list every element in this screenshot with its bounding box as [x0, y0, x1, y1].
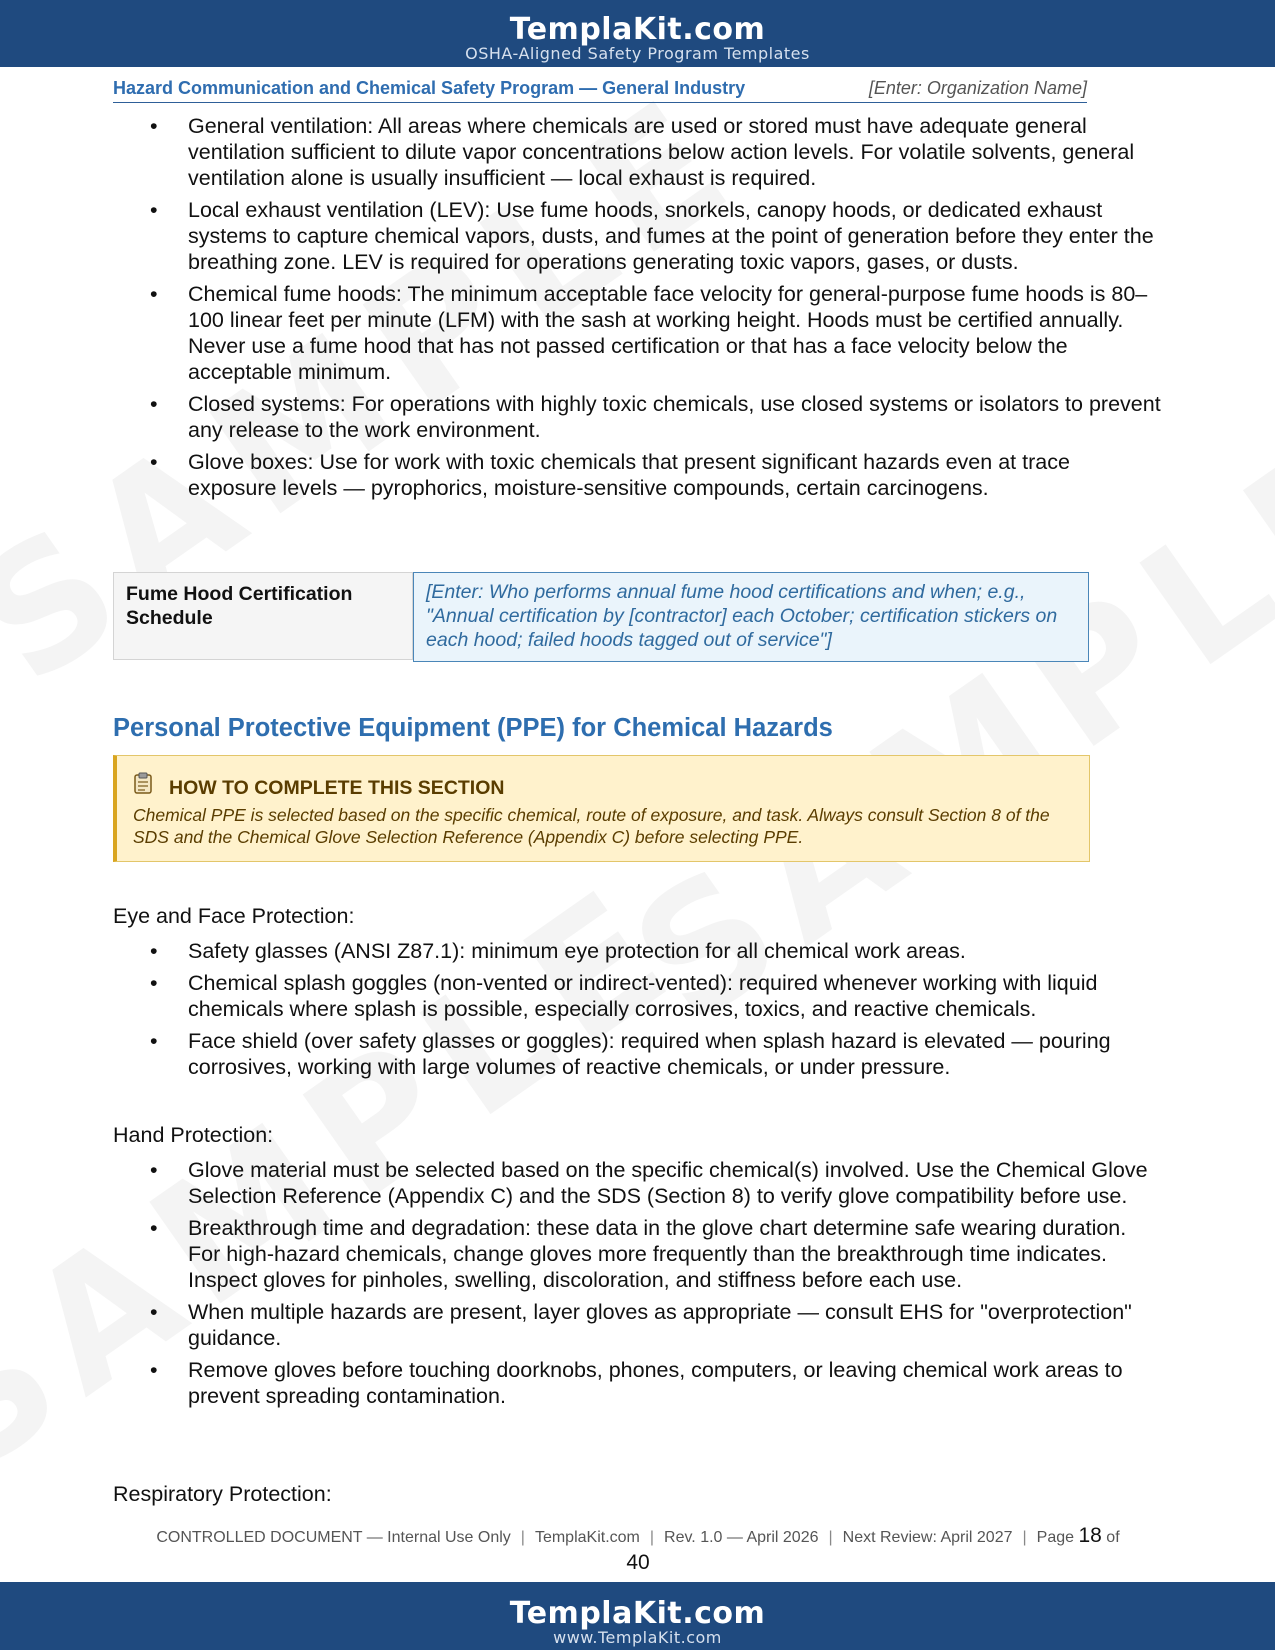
list-item-text: Glove boxes: Use for work with toxic chemicals that present significant hazards even at trace exposure levels — pyrophorics, moisture-sensitive compounds, certain carcinogens. [188, 450, 1070, 500]
list-item-text: Chemical splash goggles (non-vented or indirect-vented): required whenever working with liquid chemicals where splash is possible, especially corrosives, toxics, and reactive chemicals. [188, 971, 1098, 1021]
eye-face-protection-list [113, 938, 1163, 1086]
hand-protection-list [113, 1157, 1163, 1415]
organization-name-placeholder[interactable]: [Enter: Organization Name] [868, 78, 1087, 98]
bottom-url[interactable]: www.TemplaKit.com [553, 1628, 722, 1647]
how-to-title: HOW TO COMPLETE THIS SECTION [169, 777, 505, 799]
footer-page-label: Page [1036, 1529, 1075, 1546]
how-to-complete-callout [113, 755, 1090, 862]
hand-protection-heading: Hand Protection: [113, 1123, 274, 1147]
eye-face-protection-heading: Eye and Face Protection: [113, 904, 355, 928]
list-item-text: Safety glasses (ANSI Z87.1): minimum eye protection for all chemical work areas. [188, 939, 966, 963]
document-title: Hazard Communication and Chemical Safety Program — General Industry [113, 78, 746, 98]
footer-next-review: Next Review: April 2027 [842, 1529, 1013, 1546]
list-item [113, 281, 1163, 385]
footer-of-label: of [1106, 1529, 1120, 1546]
bullet-icon: • [150, 971, 158, 995]
bullet-icon: • [150, 1029, 158, 1053]
footer-separator: | [1022, 1529, 1027, 1546]
footer-page-total: 40 [626, 1551, 650, 1574]
footer-separator: | [649, 1529, 655, 1546]
running-header [113, 78, 1087, 103]
footer-separator: | [828, 1529, 833, 1546]
list-item-text: Closed systems: For operations with highly toxic chemicals, use closed systems or isolators to prevent any release to the work environment. [188, 392, 1161, 442]
list-item [113, 1157, 1163, 1209]
bullet-icon: • [150, 1358, 158, 1382]
bullet-icon: • [150, 198, 158, 222]
bottom-banner [0, 1582, 1275, 1650]
list-item-text: Breakthrough time and degradation: these data in the glove chart determine safe wearing duration. For high-hazard chemicals, change gloves more frequently than the breakthrough time indicates. Inspect gloves for pinholes, swelling, discoloration, and stiffness before each use. [188, 1216, 1127, 1292]
list-item [113, 391, 1163, 443]
ppe-section-heading: Personal Protective Equipment (PPE) for Chemical Hazards [113, 714, 833, 742]
banner-tagline: OSHA-Aligned Safety Program Templates [465, 44, 810, 63]
list-item-text: Face shield (over safety glasses or goggles): required when splash hazard is elevated — pouring corrosives, working with large volumes of reactive chemicals, or under pressure. [188, 1029, 1111, 1079]
fume-hood-certification-field[interactable]: [Enter: Who performs annual fume hood certifications and when; e.g., "Annual certification by [contractor] each October; certification stickers on each hood; failed hoods tagged out of service"] [413, 572, 1089, 662]
respiratory-protection-heading: Respiratory Protection: [113, 1482, 332, 1506]
footer-revision: Rev. 1.0 — April 2026 [664, 1529, 819, 1546]
engineering-controls-list [113, 113, 1163, 507]
list-item [113, 1028, 1163, 1080]
list-item-text: Glove material must be selected based on the specific chemical(s) involved. Use the Chemical Glove Selection Reference (Appendix C) and the SDS (Section 8) to verify glove compatibility before use. [188, 1158, 1148, 1208]
list-item [113, 1357, 1163, 1409]
list-item [113, 197, 1163, 275]
list-item-text: Remove gloves before touching doorknobs, phones, computers, or leaving chemical work areas to prevent spreading contamination. [188, 1358, 1123, 1408]
footer-page-number: 18 [1078, 1524, 1102, 1547]
footer-separator: | [520, 1529, 525, 1546]
bullet-icon: • [150, 450, 158, 474]
list-item [113, 970, 1163, 1022]
bullet-icon: • [150, 1216, 158, 1240]
bullet-icon: • [150, 282, 158, 306]
list-item [113, 1215, 1163, 1293]
clipboard-icon [133, 772, 157, 800]
bottom-brand: TemplaKit.com [509, 1596, 766, 1631]
bullet-icon: • [150, 114, 158, 138]
bullet-icon: • [150, 1158, 158, 1182]
top-banner [0, 0, 1275, 67]
bullet-icon: • [150, 1300, 158, 1324]
footer-site: TemplaKit.com [534, 1529, 640, 1546]
fume-hood-certification-table [113, 572, 1089, 662]
list-item [113, 1299, 1163, 1351]
footer-controlled-notice: CONTROLLED DOCUMENT — Internal Use Only [156, 1529, 511, 1546]
list-item-text: General ventilation: All areas where chemicals are used or stored must have adequate general ventilation sufficient to dilute vapor concentrations below action levels. For volatile solvents, general ventilation alone is usually insufficient — local exhaust is required. [188, 114, 1135, 190]
list-item-text: When multiple hazards are present, layer gloves as appropriate — consult EHS for "overprotection" guidance. [188, 1300, 1132, 1350]
bullet-icon: • [150, 939, 158, 963]
list-item [113, 113, 1163, 191]
list-item [113, 449, 1163, 501]
page-footer [113, 1524, 1163, 1576]
list-item-text: Local exhaust ventilation (LEV): Use fume hoods, snorkels, canopy hoods, or dedicated exhaust systems to capture chemical vapors, dusts, and fumes at the point of generation before they enter the breathing zone. LEV is required for operations generating toxic vapors, gases, or dusts. [188, 198, 1154, 274]
banner-brand: TemplaKit.com [509, 12, 766, 47]
fume-hood-certification-label: Fume Hood Certification Schedule [113, 572, 413, 660]
bullet-icon: • [150, 392, 158, 416]
list-item [113, 938, 1163, 964]
list-item-text: Chemical fume hoods: The minimum acceptable face velocity for general-purpose fume hoods is 80–100 linear feet per minute (LFM) with the sash at working height. Hoods must be certified annually. Never use a fume hood that has not passed certification or that has a face velocity below the acceptable minimum. [188, 282, 1148, 384]
how-to-body: Chemical PPE is selected based on the specific chemical, route of exposure, and task. Always consult Section 8 of the SDS and the Chemical Glove Selection Reference (Appendix C) before selecting PPE. [133, 805, 1050, 847]
